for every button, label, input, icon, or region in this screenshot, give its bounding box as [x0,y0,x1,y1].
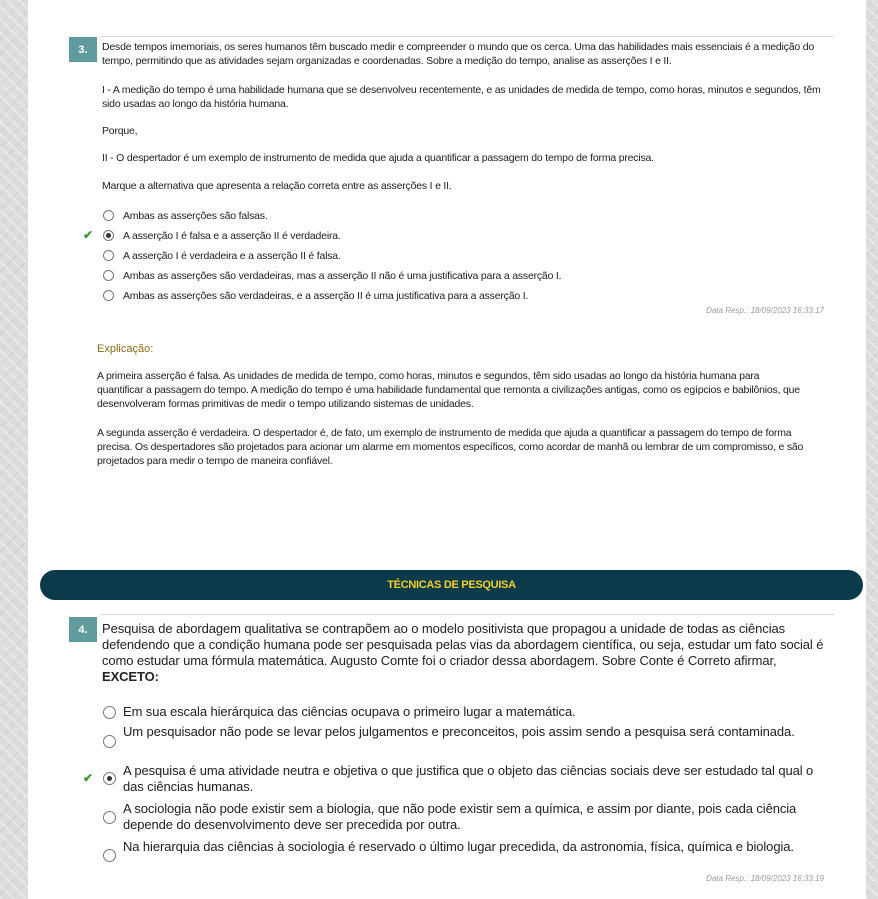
question-divider [100,36,834,37]
correct-check-icon: ✔ [83,771,94,785]
radio-button[interactable] [103,290,114,301]
question-statement [102,621,830,685]
q3-option-a[interactable] [103,209,268,223]
radio-button[interactable] [103,811,116,824]
radio-button[interactable] [103,250,114,261]
q3-option-d[interactable] [103,269,561,283]
right-background-pattern [866,0,878,899]
radio-button-selected[interactable] [103,230,114,241]
question-intro: Desde tempos imemoriais, os seres humanos têm buscado medir e compreender o mundo que os cerca. Uma das habilidades mais essenciais é a medição do tempo, permitindo que as atividades sejam organizadas e coordenadas. Sobre a medição do tempo, analise as asserções I e II. [102,41,815,67]
radio-button[interactable] [103,210,114,221]
question-divider [100,614,834,615]
option-label: A pesquisa é uma atividade neutra e objetiva o que justifica que o objeto das ciências sociais deve ser estudado tal qual o das ciências humanas. [123,763,814,794]
question-number-badge: 3. [69,37,97,62]
assertion-2: II - O despertador é um exemplo de instrumento de medida que ajuda a quantificar a passagem do tempo de forma precisa. [102,152,654,164]
explanation-paragraph-2: A segunda asserção é verdadeira. O despertador é, de fato, um exemplo de instrumento de medida que ajuda a quantificar a passagem do tempo de forma precisa. Os despertadores são projetados para acionar um alarme em momentos específicos, como acordar de manhã ou lembrar de um compromisso, e são projetados para medir o tempo de maneira confiável. [97,427,804,467]
statement-text: Pesquisa de abordagem qualitativa se contrapõem ao o modelo positivista que propagou a unidade de todas as ciências defendendo que a condição humana pode ser pesquisada pelas vias da abordagem científica, ou seja, estudar um fato social é como estudar uma fórmula matemática. Augusto Comte foi o criador dessa abordagem. Sobre Conte é Correto afirmar, [102,621,824,668]
left-background-pattern [0,0,28,899]
question-number-badge: 4. [69,617,97,642]
radio-button[interactable] [103,849,116,862]
explanation-paragraph-1: A primeira asserção é falsa. As unidades de medida de tempo, como horas, minutos e segundos, têm sido usadas ao longo da história humana para quantificar a passagem do tempo. A medição do tempo é uma habilidade fundamental que remonta a civilizações antigas, como os egípcios e babilônios, que desenvolveram formas primitivas de medir o tempo utilizando sistemas de unidades. [97,370,800,410]
option-label: Na hierarquia das ciências à sociologia é reservado o último lugar precedida, da astronomia, física, química e biologia. [123,839,794,854]
option-label: Em sua escala hierárquica das ciências ocupava o primeiro lugar a matemática. [123,704,576,719]
q3-option-c[interactable] [103,249,341,263]
answer-timestamp: Data Resp.: 18/09/2023 16:33:17 [706,306,824,315]
option-label: Um pesquisador não pode se levar pelos julgamentos e preconceitos, pois assim sendo a pesquisa será contaminada. [123,724,795,739]
option-label: A sociologia não pode existir sem a biologia, que não pode existir sem a química, e assim por diante, pois cada ciência depende do desenvolvimento deve ser precedida por outra. [123,801,797,832]
radio-button[interactable] [103,270,114,281]
option-label: A asserção I é verdadeira e a asserção II é falsa. [123,250,341,262]
porque-text: Porque, [102,125,138,137]
radio-button[interactable] [103,735,116,748]
option-label: Ambas as asserções são verdadeiras, mas a asserção II não é uma justificativa para a asserção I. [123,270,562,282]
q3-option-b[interactable] [103,229,341,243]
correct-check-icon: ✔ [83,228,94,242]
radio-button-selected[interactable] [103,772,116,785]
q3-option-e[interactable] [103,289,528,303]
statement-emphasis: EXCETO: [102,669,159,684]
explanation-title: Explicação: [97,343,154,355]
section-title: TÉCNICAS DE PESQUISA [387,579,516,591]
section-banner [40,570,863,600]
answer-timestamp: Data Resp.: 18/09/2023 16:33:19 [706,874,824,883]
option-label: A asserção I é falsa e a asserção II é verdadeira. [123,230,341,242]
content-page [28,0,866,899]
assertion-1: I - A medição do tempo é uma habilidade humana que se desenvolveu recentemente, e as unidades de medida de tempo, como horas, minutos e segundos, têm sido usadas ao longo da história humana. [102,84,821,110]
radio-button[interactable] [103,706,116,719]
question-instruction: Marque a alternativa que apresenta a relação correta entre as asserções I e II. [102,180,452,192]
option-label: Ambas as asserções são verdadeiras, e a asserção II é uma justificativa para a asserção I. [123,290,529,302]
option-label: Ambas as asserções são falsas. [123,210,268,222]
